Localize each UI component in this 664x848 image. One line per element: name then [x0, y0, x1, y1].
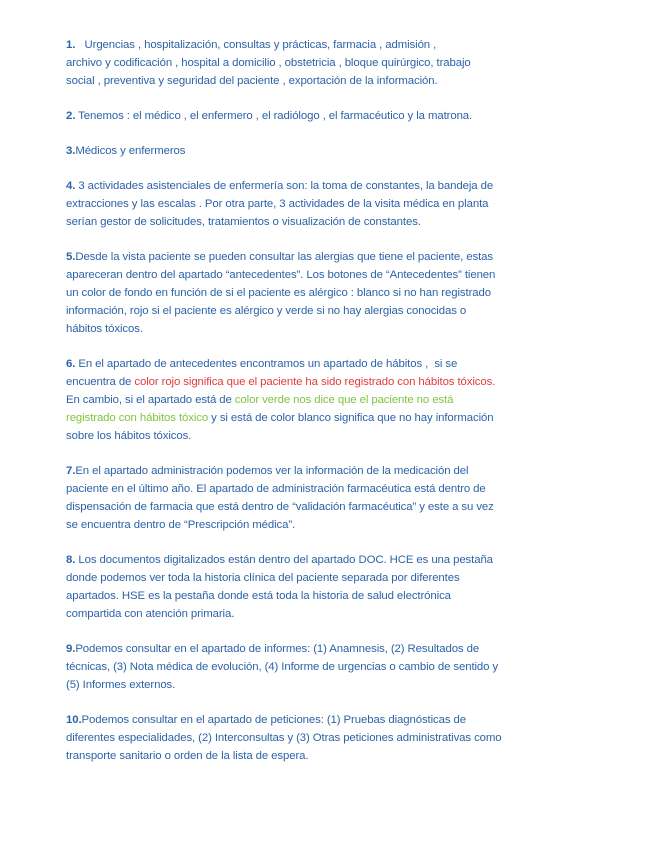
answer-number: 10. — [66, 714, 82, 726]
answer-number: 5. — [66, 251, 76, 263]
answer-text: y si está de color blanco significa que no hay información — [208, 412, 494, 424]
answer-line — [66, 462, 594, 480]
answer-line: serían gestor de solicitudes, tratamientos o visualización de constantes. — [66, 216, 421, 228]
answer-text: En cambio, si el apartado está de — [66, 394, 235, 406]
answer-number: 1. — [66, 39, 76, 51]
answer-text: En el apartado administración podemos ver la información de la medicación del — [75, 465, 469, 477]
answer-5 — [66, 248, 594, 338]
answer-line — [66, 107, 594, 125]
answer-line: se encuentra dentro de “Prescripción médica”. — [66, 519, 296, 531]
answer-text: 3 actividades asistenciales de enfermería son: la toma de constantes, la bandeja de — [75, 180, 494, 192]
answer-7 — [66, 462, 594, 534]
answer-text: Urgencias , hospitalización, consultas y prácticas, farmacia , admisión , — [75, 39, 437, 51]
answer-line — [66, 373, 594, 391]
highlight-red-period: . — [492, 376, 496, 388]
answer-1 — [66, 36, 594, 90]
answer-line: transporte sanitario o orden de la lista de espera. — [66, 750, 309, 762]
answer-line: diferentes especialidades, (2) Interconsultas y (3) Otras peticiones administrativas como — [66, 732, 502, 744]
answer-line — [66, 355, 594, 373]
answer-line — [66, 177, 594, 195]
answer-line: donde podemos ver toda la historia clínica del paciente separada por diferentes — [66, 572, 460, 584]
answer-number: 6. — [66, 358, 76, 370]
answer-6 — [66, 355, 594, 445]
highlight-green-text: color verde nos dice que el paciente no está — [234, 394, 454, 406]
answer-line: paciente en el último año. El apartado de administración farmacéutica está dentro de — [66, 483, 486, 495]
answer-number: 9. — [66, 643, 76, 655]
answer-text: Los documentos digitalizados están dentro del apartado DOC. HCE es una pestaña — [75, 554, 493, 566]
answer-4 — [66, 177, 594, 231]
answer-line — [66, 640, 594, 658]
answer-number: 7. — [66, 465, 76, 477]
answer-8 — [66, 551, 594, 623]
highlight-green-text: registrado con hábitos tóxico — [66, 412, 209, 424]
answer-text: Médicos y enfermeros — [75, 145, 186, 157]
answer-line — [66, 36, 594, 54]
answer-line: sobre los hábitos tóxicos. — [66, 430, 192, 442]
answer-text: encuentra de — [66, 376, 135, 388]
answer-line: archivo y codificación , hospital a domicilio , obstetricia , bloque quirúrgico, trabajo — [66, 57, 471, 69]
answer-line: hábitos tóxicos. — [66, 323, 143, 335]
answer-line: compartida con atención primaria. — [66, 608, 235, 620]
answer-text: Desde la vista paciente se pueden consultar las alergias que tiene el paciente, estas — [75, 251, 493, 263]
answer-line: dispensación de farmacia que está dentro de “validación farmacéutica” y este a su vez — [66, 501, 494, 513]
answer-number: 3. — [66, 145, 76, 157]
answer-line: técnicas, (3) Nota médica de evolución, (4) Informe de urgencias o cambio de sentido y — [66, 661, 499, 673]
answer-line: apareceran dentro del apartado “antecedentes”. Los botones de “Antecedentes” tienen — [66, 269, 496, 281]
answer-line — [66, 551, 594, 569]
answer-line — [66, 391, 594, 409]
answer-line: información, rojo si el paciente es alérgico y verde si no hay alergias conocidas o — [66, 305, 467, 317]
answer-10 — [66, 711, 594, 765]
answer-9 — [66, 640, 594, 694]
answer-text: En el apartado de antecedentes encontramos un apartado de hábitos , si se — [75, 358, 458, 370]
answer-text: Podemos consultar en el apartado de informes: (1) Anamnesis, (2) Resultados de — [75, 643, 480, 655]
answer-3 — [66, 142, 594, 160]
answer-text: Podemos consultar en el apartado de peticiones: (1) Pruebas diagnósticas de — [81, 714, 467, 726]
document-page — [66, 36, 594, 782]
answer-2 — [66, 107, 594, 125]
answer-line: (5) Informes externos. — [66, 679, 176, 691]
answer-line — [66, 248, 594, 266]
answer-number: 2. — [66, 110, 76, 122]
answer-number: 4. — [66, 180, 76, 192]
answer-number: 8. — [66, 554, 76, 566]
highlight-red-text: color rojo significa que el paciente ha sido registrado con hábitos tóxicos — [134, 376, 493, 388]
answer-line: extracciones y las escalas . Por otra parte, 3 actividades de la visita médica en planta — [66, 198, 489, 210]
answer-line: social , preventiva y seguridad del paciente , exportación de la información. — [66, 75, 438, 87]
answer-line — [66, 409, 594, 427]
answer-line: un color de fondo en función de si el paciente es alérgico : blanco si no han registrado — [66, 287, 491, 299]
answer-line — [66, 711, 594, 729]
answer-line: apartados. HSE es la pestaña donde está toda la historia de salud electrónica — [66, 590, 451, 602]
answer-text: Tenemos : el médico , el enfermero , el radiólogo , el farmacéutico y la matrona. — [75, 110, 473, 122]
answer-line — [66, 142, 594, 160]
